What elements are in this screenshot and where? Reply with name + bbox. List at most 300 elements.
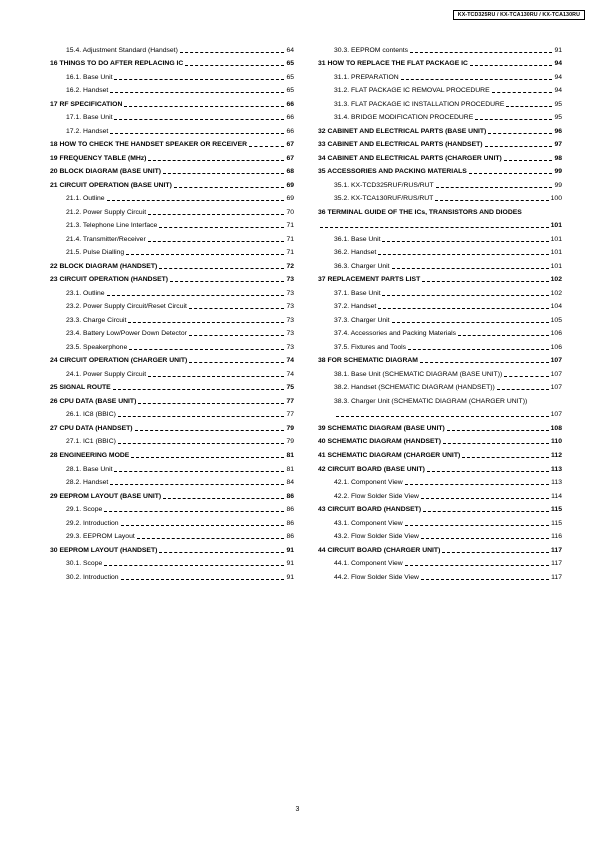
toc-section-entry[interactable] bbox=[50, 136, 294, 150]
toc-entry-page: 86 bbox=[286, 492, 294, 500]
toc-entry-label: 31.1. PREPARATION bbox=[334, 73, 399, 81]
toc-leader-dots bbox=[114, 119, 284, 120]
toc-section-entry[interactable] bbox=[50, 392, 294, 406]
toc-leader-dots bbox=[180, 52, 285, 53]
toc-leader-dots bbox=[138, 403, 284, 404]
toc-entry-label: 28.2. Handset bbox=[66, 479, 109, 487]
toc-entry-page: 81 bbox=[286, 451, 294, 459]
toc-section-entry[interactable] bbox=[318, 122, 562, 136]
toc-leader-dots bbox=[170, 281, 284, 282]
toc-subsection-entry[interactable] bbox=[318, 244, 562, 258]
toc-entry-label: 43 CIRCUIT BOARD (HANDSET) bbox=[318, 506, 422, 514]
toc-entry-label: 20 BLOCK DIAGRAM (BASE UNIT) bbox=[50, 168, 162, 176]
toc-leader-dots bbox=[392, 268, 549, 269]
toc-entry-page: 101 bbox=[550, 262, 562, 270]
toc-entry-page: 107 bbox=[550, 357, 562, 365]
toc-entry-page: 73 bbox=[286, 343, 294, 351]
toc-entry-label: 21 CIRCUIT OPERATION (BASE UNIT) bbox=[50, 181, 172, 189]
toc-entry-label: 17 RF SPECIFICATION bbox=[50, 100, 123, 108]
toc-subsection-entry[interactable] bbox=[318, 176, 562, 190]
model-header: KX-TCD325RU / KX-TCA130RU / KX-TCA130RU bbox=[453, 10, 585, 20]
toc-entry-label: 17.1. Base Unit bbox=[66, 114, 113, 122]
toc-section-entry[interactable] bbox=[50, 541, 294, 555]
toc-subsection-entry[interactable] bbox=[318, 514, 562, 528]
toc-leader-dots bbox=[382, 295, 548, 296]
toc-leader-dots bbox=[405, 484, 550, 485]
toc-subsection-entry[interactable] bbox=[318, 568, 562, 582]
toc-entry-label: 36.1. Base Unit bbox=[334, 235, 381, 243]
toc-leader-dots bbox=[504, 376, 548, 377]
toc-leader-dots bbox=[137, 538, 285, 539]
toc-subsection-entry[interactable] bbox=[50, 406, 294, 420]
toc-entry-page: 107 bbox=[550, 411, 562, 419]
toc-leader-dots bbox=[427, 471, 549, 472]
toc-leader-dots bbox=[408, 349, 549, 350]
toc-entry-page: 66 bbox=[286, 100, 294, 108]
toc-leader-dots bbox=[392, 322, 549, 323]
toc-entry-page: 114 bbox=[551, 492, 562, 500]
toc-entry-label: 18 HOW TO CHECK THE HANDSET SPEAKER OR RECEIVER bbox=[50, 141, 248, 149]
toc-entry-label: 38.1. Base Unit (SCHEMATIC DIAGRAM (BASE UNIT)) bbox=[334, 370, 503, 378]
toc-subsection-entry[interactable] bbox=[318, 284, 562, 298]
toc-entry-page: 99 bbox=[554, 181, 562, 189]
toc-leader-dots bbox=[148, 376, 284, 377]
toc-entry-page: 117 bbox=[551, 546, 562, 554]
toc-subsection-entry[interactable] bbox=[318, 109, 562, 123]
toc-entry-page: 97 bbox=[554, 141, 562, 149]
toc-entry-label: 33 CABINET AND ELECTRICAL PARTS (HANDSET) bbox=[318, 141, 483, 149]
toc-leader-dots bbox=[421, 579, 549, 580]
toc-leader-dots bbox=[504, 160, 553, 161]
toc-entry-page: 101 bbox=[550, 222, 562, 230]
toc-leader-dots bbox=[462, 457, 549, 458]
toc-entry-label: 28 ENGINEERING MODE bbox=[50, 451, 130, 459]
toc-section-entry[interactable] bbox=[318, 419, 562, 433]
toc-entry-label: 23.5. Speakerphone bbox=[66, 343, 128, 351]
toc-entry-label: 42.1. Component View bbox=[334, 479, 403, 487]
toc-entry-page: 91 bbox=[286, 560, 294, 568]
toc-section-entry[interactable] bbox=[50, 379, 294, 393]
toc-subsection-entry[interactable] bbox=[318, 379, 562, 393]
toc-entry-page: 99 bbox=[554, 168, 562, 176]
toc-section-entry[interactable] bbox=[50, 176, 294, 190]
toc-section-entry[interactable] bbox=[50, 149, 294, 163]
toc-subsection-entry[interactable] bbox=[50, 460, 294, 474]
toc-entry-page: 86 bbox=[286, 533, 294, 541]
toc-leader-dots bbox=[104, 565, 284, 566]
toc-subsection-entry[interactable] bbox=[318, 68, 562, 82]
toc-entry-label: 15.4. Adjustment Standard (Handset) bbox=[66, 46, 178, 54]
toc-subsection-entry[interactable] bbox=[50, 68, 294, 82]
toc-entry-label: 27 CPU DATA (HANDSET) bbox=[50, 424, 133, 432]
toc-entry-label: 16.2. Handset bbox=[66, 87, 109, 95]
toc-entry-label: 21.3. Telephone Line Interface bbox=[66, 222, 158, 230]
toc-subsection-entry[interactable] bbox=[318, 190, 562, 204]
toc-leader-dots bbox=[422, 281, 548, 282]
toc-entry-page: 115 bbox=[551, 519, 562, 527]
toc-entry-label: 27.1. IC1 (BBIC) bbox=[66, 438, 116, 446]
toc-entry-page: 64 bbox=[286, 46, 294, 54]
toc-entry-page: 106 bbox=[550, 343, 562, 351]
toc-entry-label: 23.4. Battery Low/Power Down Detector bbox=[66, 330, 187, 338]
toc-entry-page: 94 bbox=[554, 60, 562, 68]
toc-leader-dots bbox=[506, 106, 552, 107]
toc-entry-label: 21.1. Outline bbox=[66, 195, 105, 203]
toc-subsection-entry[interactable] bbox=[318, 311, 562, 325]
toc-entry-label: 30.1. Scope bbox=[66, 560, 103, 568]
toc-leader-dots bbox=[110, 484, 284, 485]
toc-entry-page: 73 bbox=[286, 316, 294, 324]
toc-entry-page: 91 bbox=[554, 46, 562, 54]
toc-entry-label: 37.4. Accessories and Packing Materials bbox=[334, 330, 457, 338]
toc-entry-page: 108 bbox=[550, 424, 562, 432]
toc-entry-page: 66 bbox=[286, 114, 294, 122]
toc-leader-dots bbox=[148, 214, 284, 215]
toc-entry-label: 24 CIRCUIT OPERATION (CHARGER UNIT) bbox=[50, 357, 188, 365]
toc-entry-label: 36.2. Handset bbox=[334, 249, 377, 257]
toc-section-entry[interactable] bbox=[318, 163, 562, 177]
toc-entry-label: 36 TERMINAL GUIDE OF THE ICs, TRANSISTORS AND DIODES bbox=[318, 208, 522, 216]
toc-entry-page: 86 bbox=[286, 519, 294, 527]
toc-entry-page: 94 bbox=[554, 87, 562, 95]
toc-entry-page: 69 bbox=[286, 195, 294, 203]
toc-entry-label: 31 HOW TO REPLACE THE FLAT PACKAGE IC bbox=[318, 60, 468, 68]
toc-leader-dots bbox=[488, 133, 552, 134]
toc-section-entry[interactable] bbox=[318, 217, 562, 231]
toc-subsection-entry[interactable] bbox=[318, 392, 562, 406]
toc-entry-label: 42 CIRCUIT BOARD (BASE UNIT) bbox=[318, 465, 425, 473]
toc-entry-label: 29.2. Introduction bbox=[66, 519, 119, 527]
toc-leader-dots bbox=[128, 322, 284, 323]
toc-section-entry[interactable] bbox=[318, 203, 562, 217]
toc-subsection-entry[interactable] bbox=[318, 487, 562, 501]
toc-section-entry[interactable] bbox=[50, 271, 294, 285]
toc-leader-dots bbox=[124, 106, 284, 107]
toc-entry-label: 21.2. Power Supply Circuit bbox=[66, 208, 147, 216]
toc-section-entry[interactable] bbox=[318, 136, 562, 150]
toc-leader-dots bbox=[436, 187, 553, 188]
toc-subsection-entry[interactable] bbox=[50, 325, 294, 339]
toc-subsection-entry[interactable] bbox=[318, 474, 562, 488]
toc-entry-label: 43.2. Flow Solder Side View bbox=[334, 533, 419, 541]
toc-entry-label: 44.1. Component View bbox=[334, 560, 403, 568]
toc-leader-dots bbox=[336, 416, 549, 417]
toc-leader-dots bbox=[378, 308, 548, 309]
toc-leader-dots bbox=[469, 173, 553, 174]
toc-entry-label: 37.5. Fixtures and Tools bbox=[334, 343, 407, 351]
toc-subsection-entry[interactable] bbox=[318, 406, 562, 420]
toc-entry-page: 113 bbox=[551, 465, 562, 473]
toc-entry-page: 84 bbox=[286, 479, 294, 487]
toc-leader-dots bbox=[497, 389, 549, 390]
toc-subsection-entry[interactable] bbox=[50, 433, 294, 447]
toc-section-entry[interactable] bbox=[50, 163, 294, 177]
toc-entry-label: 29 EEPROM LAYOUT (BASE UNIT) bbox=[50, 492, 162, 500]
toc-section-entry[interactable] bbox=[318, 271, 562, 285]
toc-subsection-entry[interactable] bbox=[50, 190, 294, 204]
toc-section-entry[interactable] bbox=[50, 487, 294, 501]
toc-leader-dots bbox=[163, 173, 284, 174]
toc-entry-label: 37.2. Handset bbox=[334, 303, 377, 311]
toc-subsection-entry[interactable] bbox=[318, 95, 562, 109]
toc-section-entry[interactable] bbox=[50, 55, 294, 69]
toc-subsection-entry[interactable] bbox=[50, 311, 294, 325]
toc-leader-dots bbox=[104, 511, 284, 512]
toc-section-entry[interactable] bbox=[318, 460, 562, 474]
toc-subsection-entry[interactable] bbox=[50, 501, 294, 515]
toc-entry-label: 16.1. Base Unit bbox=[66, 73, 113, 81]
toc-section-entry[interactable] bbox=[318, 446, 562, 460]
toc-leader-dots bbox=[458, 335, 549, 336]
toc-entry-page: 79 bbox=[286, 438, 294, 446]
toc-entry-page: 98 bbox=[554, 154, 562, 162]
toc-entry-label: 28.1. Base Unit bbox=[66, 465, 113, 473]
toc-subsection-entry[interactable] bbox=[318, 338, 562, 352]
toc-leader-dots bbox=[129, 349, 284, 350]
toc-subsection-entry[interactable] bbox=[318, 325, 562, 339]
toc-entry-label: 31.2. FLAT PACKAGE IC REMOVAL PROCEDURE bbox=[334, 87, 490, 95]
toc-entry-label: 42.2. Flow Solder Side View bbox=[334, 492, 419, 500]
toc-leader-dots bbox=[159, 268, 284, 269]
toc-entry-label: 29.3. EEPROM Layout bbox=[66, 533, 135, 541]
toc-leader-dots bbox=[435, 200, 548, 201]
toc-entry-page: 102 bbox=[550, 289, 562, 297]
toc-section-entry[interactable] bbox=[318, 352, 562, 366]
toc-entry-label: 17.2. Handset bbox=[66, 127, 109, 135]
toc-entry-page: 95 bbox=[554, 114, 562, 122]
toc-entry-page: 100 bbox=[550, 195, 562, 203]
toc-leader-dots bbox=[159, 227, 284, 228]
toc-entry-label: 38.2. Handset (SCHEMATIC DIAGRAM (HANDSET)) bbox=[334, 384, 495, 392]
toc-entry-label: 31.4. BRIDGE MODIFICATION PROCEDURE bbox=[334, 114, 474, 122]
toc-leader-dots bbox=[475, 119, 552, 120]
toc-leader-dots bbox=[470, 65, 553, 66]
toc-leader-dots bbox=[420, 362, 549, 363]
toc-entry-label: 26.1. IC8 (BBIC) bbox=[66, 411, 116, 419]
toc-subsection-entry[interactable] bbox=[318, 555, 562, 569]
toc-subsection-entry[interactable] bbox=[318, 365, 562, 379]
toc-subsection-entry[interactable] bbox=[50, 203, 294, 217]
toc-entry-page: 73 bbox=[286, 289, 294, 297]
toc-leader-dots bbox=[126, 254, 284, 255]
toc-entry-page: 116 bbox=[551, 533, 562, 541]
toc-leader-dots bbox=[121, 525, 285, 526]
toc-leader-dots bbox=[189, 335, 285, 336]
toc-leader-dots bbox=[485, 146, 553, 147]
toc-entry-label: 34 CABINET AND ELECTRICAL PARTS (CHARGER UNIT) bbox=[318, 154, 502, 162]
toc-section-entry[interactable] bbox=[318, 433, 562, 447]
toc-entry-page: 113 bbox=[551, 479, 562, 487]
toc-entry-label: 32 CABINET AND ELECTRICAL PARTS (BASE UNIT) bbox=[318, 127, 487, 135]
toc-entry-page: 69 bbox=[286, 181, 294, 189]
toc-entry-page: 107 bbox=[550, 384, 562, 392]
toc-section-entry[interactable] bbox=[50, 446, 294, 460]
toc-subsection-entry[interactable] bbox=[318, 528, 562, 542]
toc-column-right bbox=[318, 41, 562, 582]
toc-subsection-entry[interactable] bbox=[318, 41, 562, 55]
toc-leader-dots bbox=[410, 52, 552, 53]
toc-subsection-entry[interactable] bbox=[50, 338, 294, 352]
toc-entry-label: 37.3. Charger Unit bbox=[334, 316, 390, 324]
toc-leader-dots bbox=[163, 498, 284, 499]
toc-subsection-entry[interactable] bbox=[50, 284, 294, 298]
toc-entry-label: 23.2. Power Supply Circuit/Reset Circuit bbox=[66, 303, 187, 311]
toc-subsection-entry[interactable] bbox=[50, 555, 294, 569]
toc-entry-label: 44.2. Flow Solder Side View bbox=[334, 573, 419, 581]
toc-entry-page: 73 bbox=[286, 303, 294, 311]
toc-section-entry[interactable] bbox=[318, 55, 562, 69]
toc-entry-page: 73 bbox=[286, 276, 294, 284]
toc-entry-page: 105 bbox=[550, 316, 562, 324]
toc-entry-label: 21.5. Pulse Dialling bbox=[66, 249, 125, 257]
toc-entry-page: 112 bbox=[551, 451, 562, 459]
toc-entry-label: 38.3. Charger Unit (SCHEMATIC DIAGRAM (CHARGER UNIT)) bbox=[334, 397, 528, 405]
toc-entry-label: 24.1. Power Supply Circuit bbox=[66, 370, 147, 378]
toc-entry-page: 72 bbox=[286, 262, 294, 270]
toc-leader-dots bbox=[320, 227, 549, 228]
toc-leader-dots bbox=[492, 92, 553, 93]
toc-entry-page: 75 bbox=[286, 384, 294, 392]
toc-section-entry[interactable] bbox=[50, 257, 294, 271]
toc-section-entry[interactable] bbox=[318, 541, 562, 555]
toc-subsection-entry[interactable] bbox=[50, 365, 294, 379]
toc-subsection-entry[interactable] bbox=[50, 230, 294, 244]
toc-entry-label: 31.3. FLAT PACKAGE IC INSTALLATION PROCEDURE bbox=[334, 100, 505, 108]
toc-section-entry[interactable] bbox=[318, 501, 562, 515]
toc-leader-dots bbox=[174, 187, 285, 188]
toc-leader-dots bbox=[114, 471, 284, 472]
page-number: 3 bbox=[295, 806, 300, 813]
toc-column-left bbox=[50, 41, 294, 582]
toc-leader-dots bbox=[113, 389, 285, 390]
toc-entry-label: 37 REPLACEMENT PARTS LIST bbox=[318, 276, 421, 284]
toc-subsection-entry[interactable] bbox=[50, 528, 294, 542]
toc-leader-dots bbox=[378, 254, 548, 255]
toc-entry-label: 23.1. Outline bbox=[66, 289, 105, 297]
toc-leader-dots bbox=[107, 200, 285, 201]
toc-leader-dots bbox=[423, 511, 549, 512]
toc-leader-dots bbox=[189, 308, 285, 309]
toc-entry-page: 91 bbox=[286, 573, 294, 581]
toc-entry-page: 65 bbox=[286, 73, 294, 81]
toc-leader-dots bbox=[447, 430, 549, 431]
toc-leader-dots bbox=[405, 565, 550, 566]
toc-entry-label: 39 SCHEMATIC DIAGRAM (BASE UNIT) bbox=[318, 424, 445, 432]
toc-subsection-entry[interactable] bbox=[318, 82, 562, 96]
toc-entry-page: 77 bbox=[286, 411, 294, 419]
toc-entry-page: 81 bbox=[286, 465, 294, 473]
toc-entry-label: 29.1. Scope bbox=[66, 506, 103, 514]
toc-subsection-entry[interactable] bbox=[50, 109, 294, 123]
toc-subsection-entry[interactable] bbox=[50, 82, 294, 96]
toc-entry-label: 35.2. KX-TCA130RUF/RUS/RUT bbox=[334, 195, 434, 203]
toc-entry-label: 38 FOR SCHEMATIC DIAGRAM bbox=[318, 357, 418, 365]
toc-leader-dots bbox=[185, 65, 284, 66]
toc-entry-page: 106 bbox=[550, 330, 562, 338]
toc-leader-dots bbox=[107, 295, 285, 296]
toc-entry-label: 44 CIRCUIT BOARD (CHARGER UNIT) bbox=[318, 546, 441, 554]
toc-entry-page: 71 bbox=[286, 235, 294, 243]
toc-entry-page: 70 bbox=[286, 208, 294, 216]
toc-leader-dots bbox=[110, 92, 284, 93]
toc-entry-page: 110 bbox=[551, 438, 562, 446]
toc-entry-label: 16 THINGS TO DO AFTER REPLACING IC bbox=[50, 60, 184, 68]
toc-entry-page: 67 bbox=[286, 154, 294, 162]
toc-entry-page: 117 bbox=[551, 573, 562, 581]
toc-subsection-entry[interactable] bbox=[50, 217, 294, 231]
toc-subsection-entry[interactable] bbox=[50, 514, 294, 528]
toc-subsection-entry[interactable] bbox=[50, 122, 294, 136]
toc-entry-page: 101 bbox=[550, 249, 562, 257]
toc-subsection-entry[interactable] bbox=[50, 474, 294, 488]
toc-section-entry[interactable] bbox=[318, 149, 562, 163]
toc-leader-dots bbox=[443, 443, 549, 444]
toc-entry-label: 41 SCHEMATIC DIAGRAM (CHARGER UNIT) bbox=[318, 451, 461, 459]
toc-leader-dots bbox=[189, 362, 284, 363]
toc-subsection-entry[interactable] bbox=[318, 257, 562, 271]
toc-entry-label: 37.1. Base Unit bbox=[334, 289, 381, 297]
toc-entry-page: 74 bbox=[286, 370, 294, 378]
toc-subsection-entry[interactable] bbox=[50, 298, 294, 312]
toc-entry-page: 95 bbox=[554, 100, 562, 108]
toc-entry-label: 30 EEPROM LAYOUT (HANDSET) bbox=[50, 546, 158, 554]
toc-entry-label: 23.3. Charge Circuit bbox=[66, 316, 127, 324]
toc-entry-label: 35 ACCESSORIES AND PACKING MATERIALS bbox=[318, 168, 467, 176]
toc-leader-dots bbox=[405, 525, 550, 526]
toc-entry-page: 107 bbox=[550, 370, 562, 378]
toc-entry-label: 43.1. Component View bbox=[334, 519, 403, 527]
toc-entry-page: 91 bbox=[286, 546, 294, 554]
toc-section-entry[interactable] bbox=[50, 419, 294, 433]
toc-leader-dots bbox=[421, 498, 549, 499]
toc-entry-page: 74 bbox=[286, 357, 294, 365]
toc-leader-dots bbox=[159, 552, 284, 553]
toc-leader-dots bbox=[148, 160, 284, 161]
toc-entry-page: 71 bbox=[286, 249, 294, 257]
toc-entry-page: 117 bbox=[551, 560, 562, 568]
toc-entry-label: 40 SCHEMATIC DIAGRAM (HANDSET) bbox=[318, 438, 441, 446]
toc-leader-dots bbox=[110, 133, 284, 134]
toc-entry-page: 104 bbox=[550, 303, 562, 311]
toc-entry-label: 30.3. EEPROM contents bbox=[334, 46, 409, 54]
toc-subsection-entry[interactable] bbox=[318, 230, 562, 244]
toc-entry-page: 65 bbox=[286, 87, 294, 95]
toc-entry-label: 22 BLOCK DIAGRAM (HANDSET) bbox=[50, 262, 158, 270]
toc-entry-page: 65 bbox=[286, 60, 294, 68]
toc-subsection-entry[interactable] bbox=[50, 568, 294, 582]
toc-leader-dots bbox=[118, 416, 285, 417]
toc-leader-dots bbox=[249, 146, 284, 147]
toc-entry-page: 101 bbox=[550, 235, 562, 243]
toc-subsection-entry[interactable] bbox=[318, 298, 562, 312]
toc-leader-dots bbox=[118, 443, 285, 444]
toc-entry-page: 94 bbox=[554, 73, 562, 81]
toc-subsection-entry[interactable] bbox=[50, 41, 294, 55]
toc-entry-page: 86 bbox=[286, 506, 294, 514]
toc-leader-dots bbox=[148, 241, 285, 242]
toc-section-entry[interactable] bbox=[50, 352, 294, 366]
toc-entry-label: 30.2. Introduction bbox=[66, 573, 119, 581]
toc-leader-dots bbox=[121, 579, 285, 580]
toc-subsection-entry[interactable] bbox=[50, 244, 294, 258]
toc-leader-dots bbox=[401, 79, 553, 80]
toc-entry-page: 102 bbox=[550, 276, 562, 284]
toc-entry-label: 35.1. KX-TCD325RUF/RUS/RUT bbox=[334, 181, 434, 189]
toc-section-entry[interactable] bbox=[50, 95, 294, 109]
toc-entry-page: 73 bbox=[286, 330, 294, 338]
toc-entry-page: 68 bbox=[286, 168, 294, 176]
toc-leader-dots bbox=[131, 457, 284, 458]
